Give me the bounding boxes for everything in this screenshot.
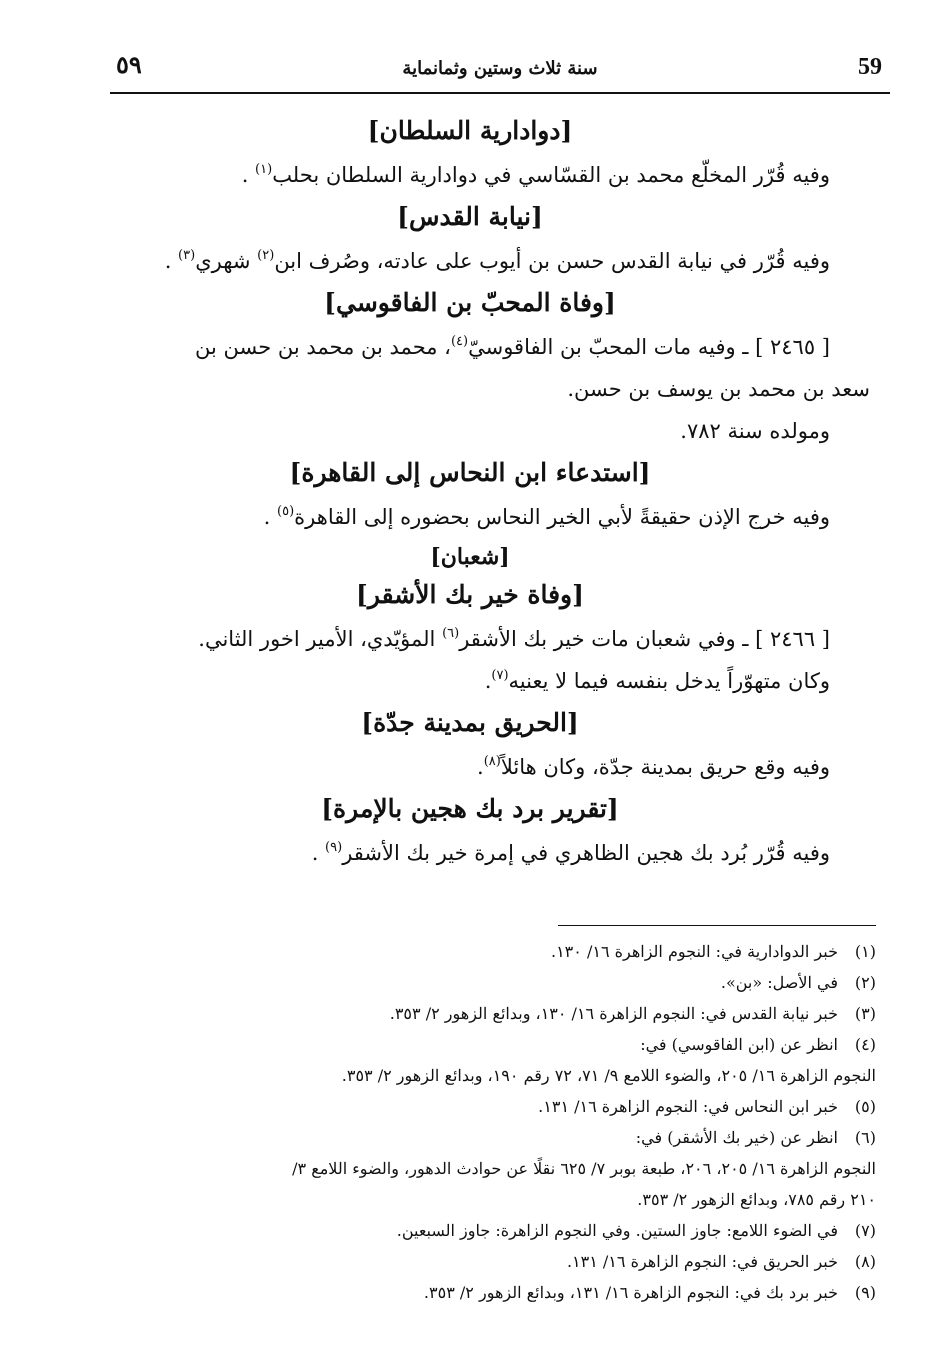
footnote-ref: (٩) [325, 840, 343, 855]
footnote-text: خبر الحريق في: النجوم الزاهرة ١٦/ ١٣١. [566, 1252, 838, 1271]
footnote-text: في الضوء اللامع: جاوز الستين. وفي النجوم الزاهرة: جاوز السبعين. [396, 1221, 838, 1240]
footnote-ref: (٥) [277, 504, 295, 519]
footnote-continuation: النجوم الزاهرة ١٦/ ٢٠٥، والضوء اللامع ٩/ ٧١، ٧٢ رقم ١٩٠، وبدائع الزهور ٢/ ٣٥٣. [341, 1066, 876, 1085]
footnote-number: (٩) [854, 1283, 876, 1302]
footnote-text: خبر برد بك في: النجوم الزاهرة ١٦/ ١٣١، وبدائع الزهور ٢/ ٣٥٣. [423, 1283, 838, 1302]
footnote-ref: (٨) [483, 754, 501, 769]
section-heading: [استدعاء ابن النحاس إلى القاهرة] [289, 458, 651, 487]
footnote-text: خبر الدوادارية في: النجوم الزاهرة ١٦/ ١٣٠. [550, 942, 838, 961]
footnote-separator [558, 925, 876, 926]
paragraph: وكان متهوّراً يدخل بنفسه فيما لا يعنيه$^{(٧)}$. [484, 668, 830, 693]
footnote-text: انظر عن (خير بك الأشقر) في: [635, 1128, 838, 1147]
footnote [104, 967, 876, 998]
footnote-number: (٤) [854, 1035, 876, 1054]
paragraph: وفيه قُرّر في نيابة القدس حسن بن أيوب على عادته، وصُرف ابن$^{(٢)}$ شهري$^{(٣)}$ . [164, 248, 830, 273]
running-header [110, 48, 890, 94]
paragraph: وفيه خرج الإذن حقيقةً لأبي الخير النحاس بحضوره إلى القاهرة$^{(٥)}$ . [263, 504, 830, 529]
paragraph: وفيه قُرّر بُرد بك هجين الظاهري في إمرة خير بك الأشقر$^{(٩)}$ . [311, 840, 830, 865]
footnotes [104, 936, 876, 1308]
paragraph: وفيه قُرّر المخلّع محمد بن القسّاسي في دوادارية السلطان بحلب$^{(١)}$ . [241, 162, 830, 187]
section-heading: [تقرير برد بك هجين بالإمرة] [321, 794, 619, 823]
page-number-arabic: ٥٩ [116, 50, 142, 79]
paragraph: ومولده سنة ٧٨٢. [680, 419, 830, 443]
footnote-ref: (٤) [450, 334, 469, 349]
paragraph: [ ٢٤٦٦ ] ـ وفي شعبان مات خير بك الأشقر$^{(٦)}$ المؤيّدي، الأمير اخور الثاني. [198, 626, 830, 651]
footnote-ref: (٣) [178, 248, 196, 263]
footnote-number: (١) [854, 942, 876, 961]
footnote [104, 1091, 876, 1122]
footnote-text: خبر نيابة القدس في: النجوم الزاهرة ١٦/ ١٣٠، وبدائع الزهور ٢/ ٣٥٣. [389, 1004, 838, 1023]
section-heading: [الحريق بمدينة جدّة] [361, 708, 579, 737]
footnote-ref: (٦) [442, 626, 460, 641]
page-number-latin: 59 [858, 54, 882, 80]
footnote-continuation: النجوم الزاهرة ١٦/ ٢٠٥، ٢٠٦، طبعة بوبر ٧/ ٦٢٥ نقلًا عن حوادث الدهور، والضوء اللامع ٣/ [292, 1159, 876, 1178]
footnote-number: (٦) [854, 1128, 876, 1147]
footnote-text: خبر ابن النحاس في: النجوم الزاهرة ١٦/ ١٣١. [538, 1097, 838, 1116]
footnote [104, 1277, 876, 1308]
footnote-number: (٧) [854, 1221, 876, 1240]
month-heading: [شعبان] [430, 544, 510, 570]
paragraph: [ ٢٤٦٥ ] ـ وفيه مات المحبّ بن الفاقوسيّ$^{(٤)}$، محمد بن محمد بن حسن بن [195, 334, 830, 359]
footnote-number: (٢) [854, 973, 876, 992]
footnote [104, 1215, 876, 1246]
footnote-ref: (١) [255, 162, 273, 177]
paragraph-continuation: سعد بن محمد بن يوسف بن حسن. [567, 377, 870, 401]
footnote-ref: (٧) [491, 668, 509, 683]
running-title: سنة ثلاث وستين وثمانماية [402, 58, 598, 79]
section-heading: [وفاة خير بك الأشقر] [356, 580, 584, 609]
footnote [104, 1029, 876, 1060]
footnote-continuation: ٢١٠ رقم ٧٨٥، وبدائع الزهور ٢/ ٣٥٣. [637, 1190, 876, 1209]
paragraph: وفيه وقع حريق بمدينة جدّة، وكان هائلاً$^{(٨)}$. [477, 754, 830, 779]
footnote-text: انظر عن (ابن الفاقوسي) في: [640, 1035, 838, 1054]
footnote-number: (٣) [854, 1004, 876, 1023]
footnote [104, 1246, 876, 1277]
footnote-text: في الأصل: «بن». [720, 973, 838, 992]
section-heading: [وفاة المحبّ بن الفاقوسي] [324, 288, 616, 317]
footnote [104, 1122, 876, 1153]
section-heading: [نيابة القدس] [397, 202, 543, 231]
footnote-number: (٥) [854, 1097, 876, 1116]
section-heading: [دوادارية السلطان] [367, 116, 573, 145]
footnote-number: (٨) [854, 1252, 876, 1271]
footnote-ref: (٢) [257, 248, 275, 263]
main-text [110, 108, 870, 878]
footnote [104, 936, 876, 967]
footnote [104, 998, 876, 1029]
